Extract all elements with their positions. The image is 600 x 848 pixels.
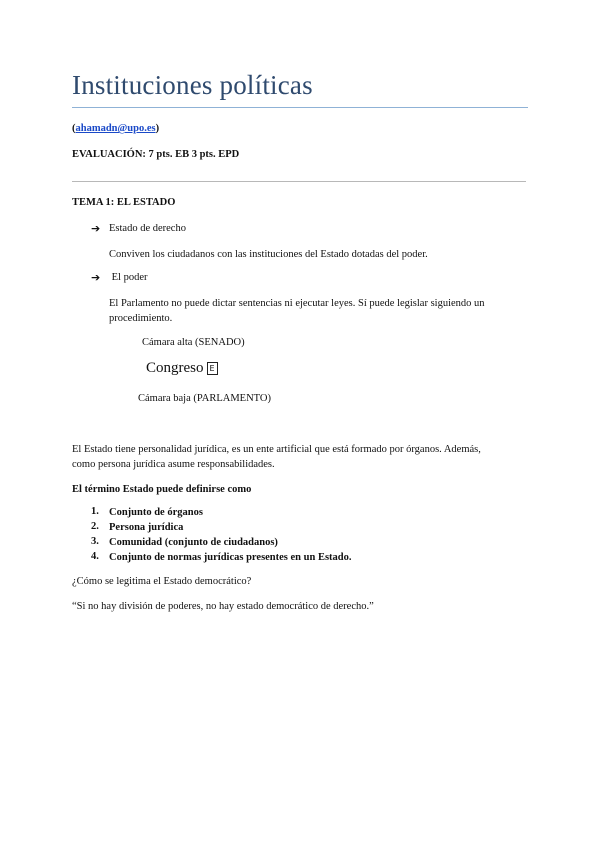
definition-heading: El término Estado puede definirse como — [72, 484, 252, 495]
list-number: 2. — [91, 521, 99, 532]
list-item: Conjunto de normas jurídicas presentes en un Estado. — [109, 552, 352, 563]
title-underline — [72, 107, 528, 108]
list-item: Persona jurídica — [109, 522, 184, 533]
camara-alta: Cámara alta (SENADO) — [142, 337, 245, 348]
bullet-label-estado-derecho: Estado de derecho — [109, 223, 186, 234]
congreso-label — [146, 360, 218, 377]
bullet-text-poder-line1: El Parlamento no puede dictar sentencias ni ejecutar leyes. Sí puede legislar siguiendo un — [109, 298, 485, 309]
page-title: Instituciones políticas — [72, 70, 313, 100]
congreso-text: Congreso — [146, 360, 204, 376]
arrow-bullet-icon: ➔ — [91, 222, 101, 235]
quote-line: “Si no hay división de poderes, no hay estado democrático de derecho.” — [72, 601, 374, 612]
section-divider — [72, 181, 526, 182]
paragraph-line1: El Estado tiene personalidad jurídica, es un ente artificial que está formado por órganos. Además, — [72, 444, 481, 455]
topic-heading: TEMA 1: EL ESTADO — [72, 197, 176, 208]
bullet-text-poder-line2: procedimiento. — [109, 313, 173, 324]
list-number: 3. — [91, 536, 99, 547]
paragraph-line2: como persona jurídica asume responsabilidades. — [72, 459, 275, 470]
list-item: Conjunto de órganos — [109, 507, 203, 518]
contact-line — [72, 122, 159, 136]
document-box-icon: E — [207, 362, 218, 375]
list-number: 4. — [91, 551, 99, 562]
contact-close-paren: ) — [155, 123, 160, 134]
question-line: ¿Cómo se legitima el Estado democrático? — [72, 576, 252, 587]
camara-baja: Cámara baja (PARLAMENTO) — [138, 393, 271, 404]
arrow-bullet-icon: ➔ — [91, 271, 101, 284]
email-link[interactable]: ahamadn@upo.es — [75, 123, 156, 134]
contact-open-paren: ( — [72, 123, 76, 134]
bullet-text-estado-derecho: Conviven los ciudadanos con las instituciones del Estado dotadas del poder. — [109, 249, 428, 260]
list-number: 1. — [91, 506, 99, 517]
bullet-label-poder: El poder — [109, 272, 148, 283]
list-item: Comunidad (conjunto de ciudadanos) — [109, 537, 278, 548]
evaluation-line: EVALUACIÓN: 7 pts. EB 3 pts. EPD — [72, 149, 240, 160]
